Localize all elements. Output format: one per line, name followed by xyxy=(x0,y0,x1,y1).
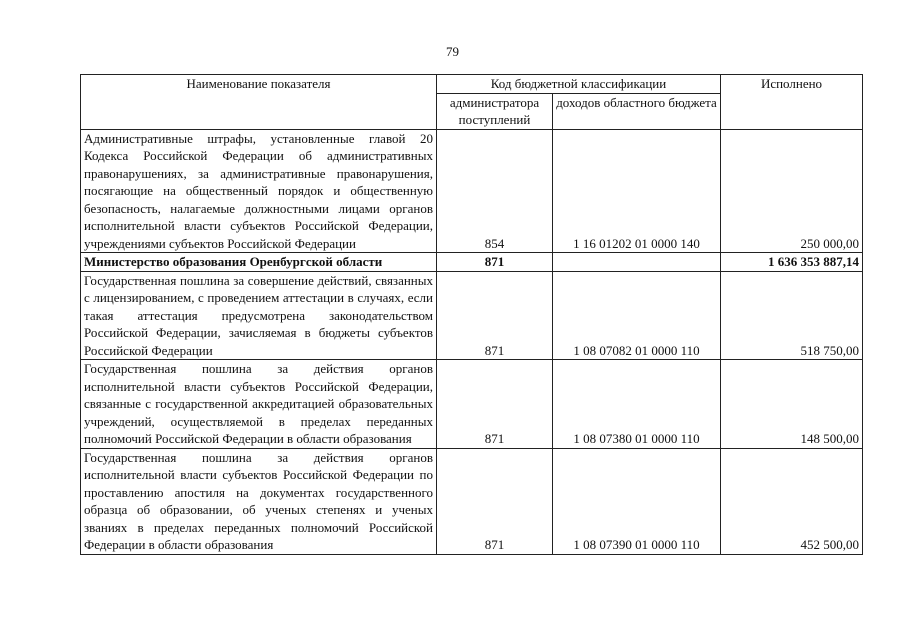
row-budget-code: 1 08 07082 01 0000 110 xyxy=(553,271,721,360)
table-row xyxy=(81,271,863,360)
header-income: доходов областного бюджета xyxy=(553,93,721,129)
header-admin: администратора поступлений xyxy=(437,93,553,129)
row-description: Государственная пошлина за совершение действий, связанных с лицензированием, с проведением аттестации в случаях, если такая аттестация предусмотрена законодательством Российской Федерации, зачисляемая в бюджеты субъектов Российской Федерации xyxy=(81,271,437,360)
row-admin-code: 854 xyxy=(437,129,553,253)
row-amount: 452 500,00 xyxy=(721,448,863,554)
row-amount: 250 000,00 xyxy=(721,129,863,253)
table-row-ministry xyxy=(81,253,863,272)
table-row xyxy=(81,448,863,554)
table-header-row xyxy=(81,75,863,94)
row-admin-code: 871 xyxy=(437,360,553,449)
row-description: Государственная пошлина за действия органов исполнительной власти субъектов Российской Федерации, связанные с государственной аккредитацией образовательных учреждений, осуществляемой в пределах переданных полномочий Российской Федерации в области образования xyxy=(81,360,437,449)
row-amount: 148 500,00 xyxy=(721,360,863,449)
row-description: Государственная пошлина за действия органов исполнительной власти субъектов Российской Федерации по проставлению апостиля на документах государственного образца об образовании, об ученых степенях и ученых званиях в пределах переданных полномочий Российской Федерации в области образования xyxy=(81,448,437,554)
row-amount: 1 636 353 887,14 xyxy=(721,253,863,272)
header-name: Наименование показателя xyxy=(81,75,437,130)
row-amount: 518 750,00 xyxy=(721,271,863,360)
row-admin-code: 871 xyxy=(437,448,553,554)
row-description: Административные штрафы, установленные главой 20 Кодекса Российской Федерации об административных правонарушениях, за административные правонарушения, посягающие на общественный порядок и общественную безопасность, налагаемые должностными лицами органов исполнительной власти субъектов Российской Федерации, учреждениями субъектов Российской Федерации xyxy=(81,129,437,253)
page-number: 79 xyxy=(446,44,459,59)
row-budget-code: 1 08 07390 01 0000 110 xyxy=(553,448,721,554)
header-executed: Исполнено xyxy=(721,75,863,130)
row-budget-code: 1 16 01202 01 0000 140 xyxy=(553,129,721,253)
budget-table xyxy=(80,74,863,555)
row-description: Министерство образования Оренбургской области xyxy=(81,253,437,272)
row-budget-code: 1 08 07380 01 0000 110 xyxy=(553,360,721,449)
table-row xyxy=(81,129,863,253)
table-row xyxy=(81,360,863,449)
row-admin-code: 871 xyxy=(437,271,553,360)
row-budget-code xyxy=(553,253,721,272)
header-code: Код бюджетной классификации xyxy=(437,75,721,94)
row-admin-code: 871 xyxy=(437,253,553,272)
